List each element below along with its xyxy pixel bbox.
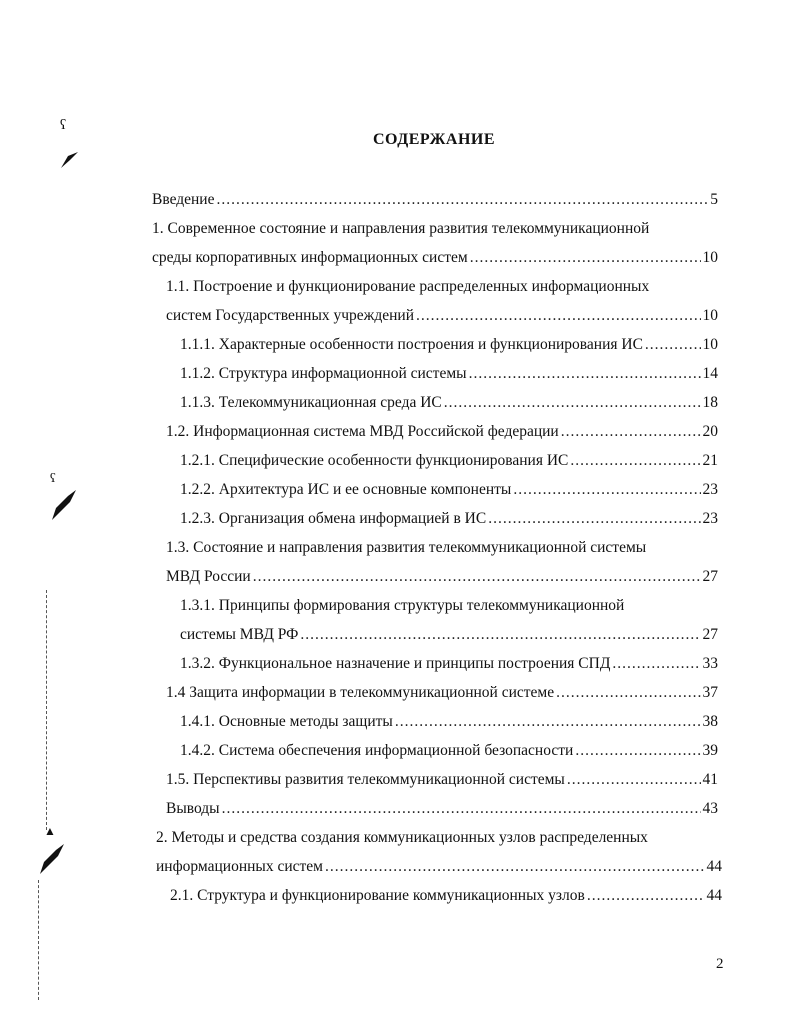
toc-entry [170,886,722,906]
toc-entry-page: 37 [702,684,718,701]
toc-entry-page: 23 [702,510,718,527]
toc-leader [567,770,701,790]
toc-entry-page: 44 [706,887,722,904]
toc-leader [556,683,700,703]
toc-leader [300,625,700,645]
toc-entry [166,683,718,703]
toc-entry [156,828,718,848]
toc-entry [180,741,718,761]
toc-entry-text: 1.1.3. Телекоммуникационная среда ИС [180,394,442,411]
toc-leader [469,364,701,384]
toc-entry [152,190,718,210]
toc-entry-text: Введение [152,191,215,208]
toc-leader [444,393,701,413]
scan-mark-icon [58,148,80,170]
scan-mark-icon: ▲ [44,824,56,838]
toc-entry [166,799,718,819]
toc-entry-text: 2. Методы и средства создания коммуникационных узлов распределенных [156,829,648,846]
toc-entry-text: информационных систем [156,858,323,875]
quill-mark-icon [48,488,78,524]
quill-mark-icon [36,842,66,878]
page-number: 2 [716,956,724,972]
toc-entry [180,712,718,732]
toc-entry [180,451,718,471]
toc-entry-page: 10 [702,336,718,353]
toc-leader [645,335,701,355]
toc-leader [488,509,700,529]
toc-entry-page: 10 [702,307,718,324]
toc-entry-text: Выводы [166,800,220,817]
toc-entry [180,625,718,645]
toc-leader [570,451,700,471]
toc-leader [416,306,700,326]
toc-entry [152,248,718,268]
toc-entry [166,770,718,790]
page-title: СОДЕРЖАНИЕ [372,131,496,148]
toc-entry-page: 18 [702,394,718,411]
toc-leader [575,741,700,761]
scan-binding-line [46,590,47,830]
toc-leader [587,886,705,906]
toc-leader [561,422,701,442]
toc-entry [166,422,718,442]
toc-entry [156,857,722,877]
toc-entry-page: 27 [702,568,718,585]
toc-entry-page: 33 [702,655,718,672]
toc-entry-page: 41 [702,771,718,788]
toc-leader [325,857,705,877]
toc-entry-page: 14 [702,365,718,382]
toc-entry [166,538,718,558]
toc-entry-page: 10 [702,249,718,266]
toc-entry-page: 21 [702,452,718,469]
toc-entry-text: 1.3.1. Принципы формирования структуры телекоммуникационной [180,597,625,614]
toc-entry [180,596,718,616]
toc-entry [180,654,718,674]
toc-entry [180,364,718,384]
toc-entry-text: 1. Современное состояние и направления развития телекоммуникационной [152,220,650,237]
toc-entry-text: 1.4.2. Система обеспечения информационной безопасности [180,742,574,759]
toc-leader [222,799,701,819]
toc-entry [166,306,718,326]
toc-entry-page: 44 [706,858,722,875]
scan-binding-line [38,880,39,1000]
toc-entry-text: 1.2.2. Архитектура ИС и ее основные компоненты [180,481,512,498]
toc-entry-page: 23 [702,481,718,498]
toc-entry [180,480,718,500]
scan-mark-icon: ʕ [50,470,56,485]
toc-entry-page: 5 [710,191,718,208]
toc-entry-text: среды корпоративных информационных систем [152,249,468,266]
toc-entry-text: 1.1.1. Характерные особенности построения и функционирования ИС [180,336,643,353]
toc-leader [612,654,700,674]
toc-leader [395,712,701,732]
toc-leader [470,248,701,268]
toc-entry-page: 27 [702,626,718,643]
toc-entry [166,567,718,587]
toc-entry [166,277,718,297]
toc-entry-text: 1.1. Построение и функционирование распределенных информационных [166,278,650,295]
scan-mark-icon: ʕ [60,118,67,133]
toc-entry [180,335,718,355]
toc-entry-text: системы МВД РФ [180,626,299,643]
toc-entry-text: 2.1. Структура и функционирование коммуникационных узлов [170,887,585,904]
toc-entry-text: 1.1.2. Структура информационной системы [180,365,467,382]
toc-leader [253,567,701,587]
toc-entry-page: 43 [702,800,718,817]
toc-entry-page: 39 [702,742,718,759]
toc-entry [180,393,718,413]
toc-entry-text: 1.2.3. Организация обмена информацией в ИС [180,510,487,527]
toc-leader [216,190,708,210]
toc-entry-text: систем Государственных учреждений [166,307,415,324]
toc-entry [180,509,718,529]
toc-entry-text: МВД России [166,568,251,585]
toc-entry-text: 1.3.2. Функциональное назначение и принципы построения СПД [180,655,611,672]
toc-entry-text: 1.4 Защита информации в телекоммуникационной системе [166,684,555,701]
toc-entry-page: 20 [702,423,718,440]
toc-entry-text: 1.4.1. Основные методы защиты [180,713,393,730]
toc-entry-text: 1.5. Перспективы развития телекоммуникационной системы [166,771,565,788]
toc-entry-page: 38 [702,713,718,730]
toc-leader [513,480,700,500]
toc-entry-text: 1.3. Состояние и направления развития телекоммуникационной системы [166,539,647,556]
toc-entry-text: 1.2. Информационная система МВД Российской федерации [166,423,559,440]
toc-entry-text: 1.2.1. Специфические особенности функционирования ИС [180,452,569,469]
toc-entry [152,219,718,239]
